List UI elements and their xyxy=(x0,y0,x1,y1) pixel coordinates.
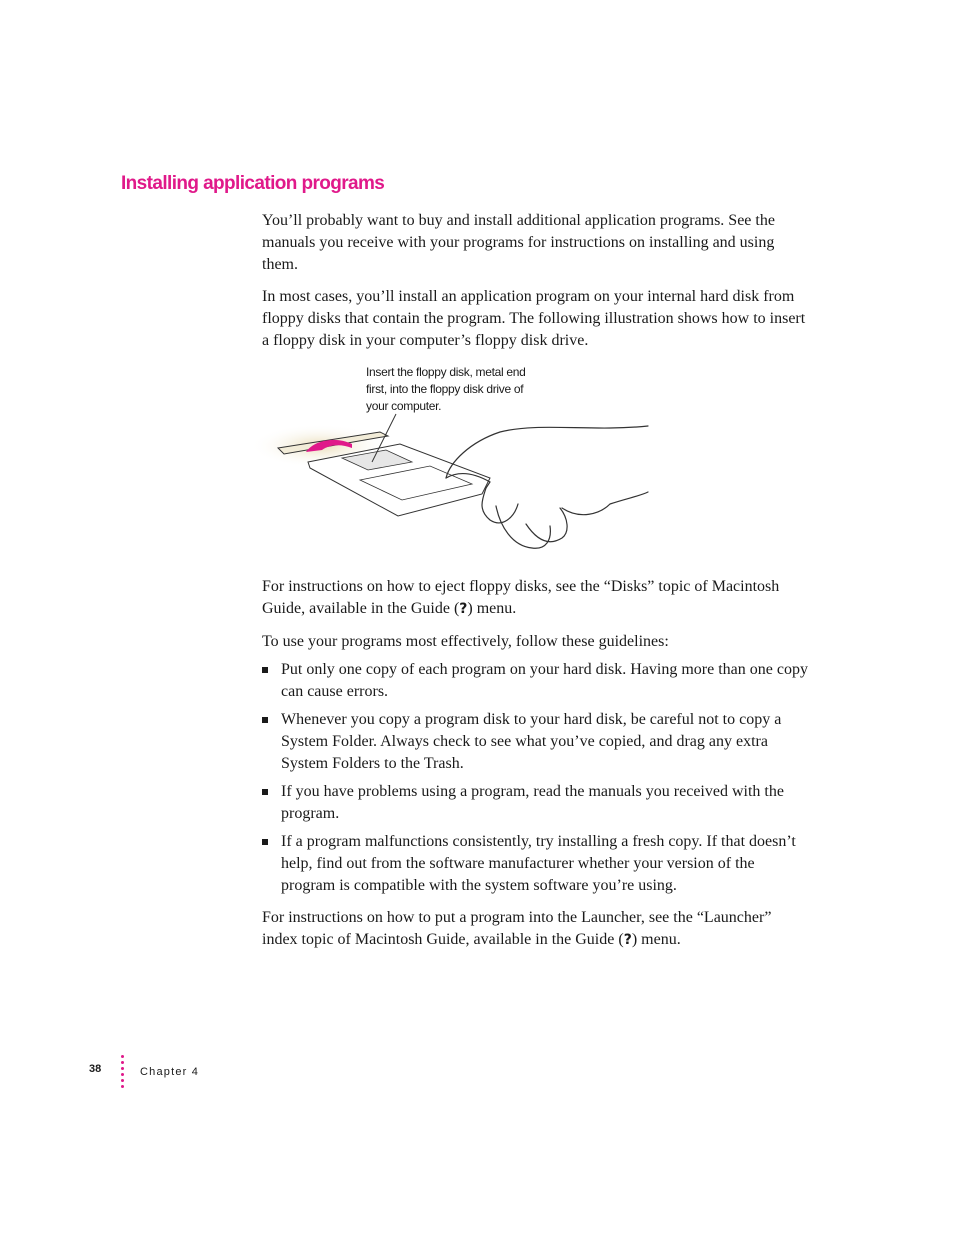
illustration-caption: Insert the floppy disk, metal end first, into the floppy disk drive of your computer. xyxy=(366,365,526,413)
list-item-text: Put only one copy of each program on your hard disk. Having more than one copy can cause errors. xyxy=(281,661,808,700)
launcher-paragraph xyxy=(262,907,810,951)
intro-paragraph xyxy=(262,210,810,276)
text-run: For instructions on how to put a program into the Launcher, see the “Launcher” index topic of Macintosh Guide, available in the Guide ( xyxy=(262,909,772,948)
bullet-icon xyxy=(262,667,268,673)
list-item-text: If a program malfunctions consistently, try installing a fresh copy. If that doesn’t help, find out from the software manufacturer whether your version of the program is compatible with the system software you’re using. xyxy=(281,833,796,894)
chapter-label: Chapter 4 xyxy=(140,1066,200,1078)
eject-paragraph xyxy=(262,576,810,620)
text-run: For instructions on how to eject floppy disks, see the “Disks” topic of Macintosh Guide, available in the Guide ( xyxy=(262,578,780,617)
guide-menu-icon: ? xyxy=(459,601,468,617)
list-item-text: If you have problems using a program, read the manuals you received with the program. xyxy=(281,783,784,822)
list-item xyxy=(262,781,810,825)
paragraph-text: You’ll probably want to buy and install additional application programs. See the manuals you receive with your programs for instructions on installing and using them. xyxy=(262,212,775,273)
text-run: ) menu. xyxy=(631,931,681,948)
guidelines-list xyxy=(262,659,810,903)
list-item xyxy=(262,659,810,703)
install-paragraph xyxy=(262,286,810,352)
bullet-icon xyxy=(262,717,268,723)
paragraph-text xyxy=(262,576,810,620)
bullet-icon xyxy=(262,839,268,845)
list-item xyxy=(262,709,810,775)
text-run: ) menu. xyxy=(467,600,517,617)
bullet-icon xyxy=(262,789,268,795)
paragraph-text xyxy=(262,907,810,951)
guidelines-intro xyxy=(262,631,810,653)
page-number: 38 xyxy=(89,1063,102,1075)
guide-menu-icon: ? xyxy=(623,932,632,948)
floppy-insert-illustration xyxy=(250,408,660,568)
footer-dot-rule xyxy=(121,1055,124,1095)
list-item-text: Whenever you copy a program disk to your hard disk, be careful not to copy a System Folder. Always check to see what you’ve copied, and drag any extra System Folders to the Trash. xyxy=(281,711,782,772)
list-item xyxy=(262,831,810,897)
paragraph-text: In most cases, you’ll install an application program on your internal hard disk from floppy disks that contain the program. The following illustration shows how to insert a floppy disk in your computer’s floppy disk drive. xyxy=(262,288,806,349)
paragraph-text: To use your programs most effectively, follow these guidelines: xyxy=(262,633,669,650)
section-heading: Installing application programs xyxy=(121,173,385,194)
